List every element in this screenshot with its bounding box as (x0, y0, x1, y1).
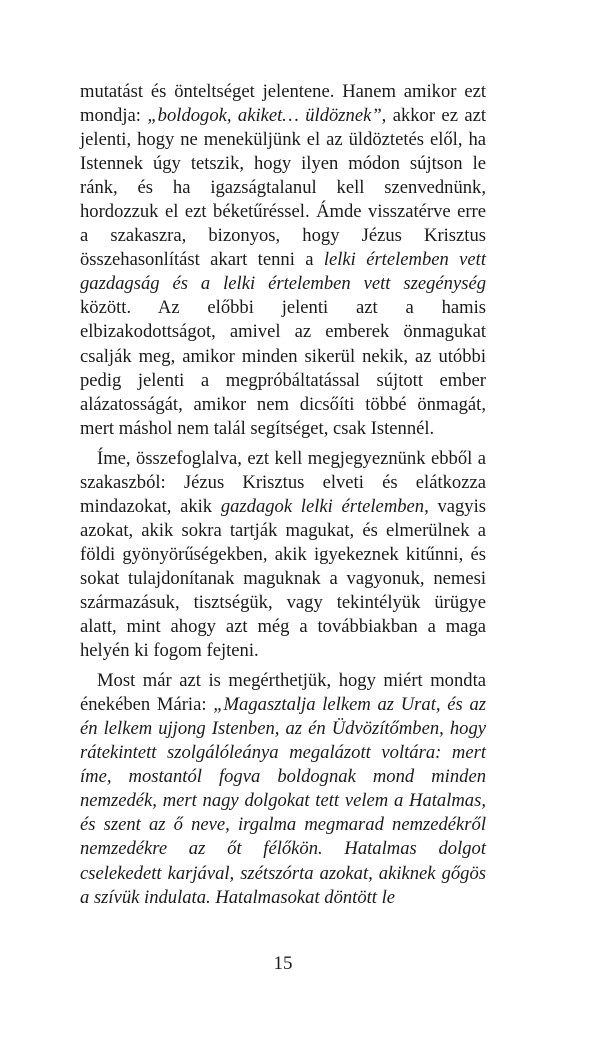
paragraph-1 (80, 80, 486, 441)
text-run: Íme, összefoglalva, ezt kell megjegyeznünk ebből a szakaszból: Jézus Krisztus elveti és elátkozza mindazokat, akik (80, 447, 486, 517)
paragraph-3 (80, 669, 486, 909)
body-text (80, 80, 486, 916)
italic-run: lelki értelemben vett gazdagság és a lelki értelemben vett szegénység (80, 249, 486, 295)
text-run: között. Az előbbi jelenti azt a hamis elbizakodottságot, amivel az emberek önmagukat csalják meg, amikor minden sikerül nekik, az utóbbi pedig jelenti a megpróbáltatással sújtott ember alázatosságát, amikor nem dicsőíti többé önmagát, mert máshol nem talál segítséget, csak Istennél. (80, 297, 486, 439)
text-run: , akkor ez azt jelenti, hogy ne meneküljünk el az üldöztetés elől, ha Istennek úgy tetszik, hogy ilyen módon sújtson le ránk, és ha igazságtalanul kell szenvednünk, hordozzuk el ezt béketűréssel. Ámde visszatérve erre a szakaszra, bizonyos, hogy Jézus Krisztus összehasonlítást akart tenni a (80, 105, 487, 271)
paragraph-2 (80, 447, 486, 663)
page-number: 15 (273, 953, 293, 974)
italic-run: gazdagok lelki értelemben, (220, 495, 429, 517)
text-run: vagyis azokat, akik sokra tartják magukat, és elmerülnek a földi gyönyörűségekben, akik igyekeznek kitűnni, és sokat tulajdonítanak maguknak a vagyonuk, nemesi származásuk, tisztségük, vagy tekintélyük ürügye alatt, mint ahogy azt még a továbbiakban a maga helyén ki fogom fejteni. (80, 495, 486, 662)
italic-run: „Magasztalja lelkem az Urat, és az én lelkem ujjong Istenben, az én Üdvözítőmben, hogy rátekintett szolgálóleánya megalázott voltára: mert íme, mostantól fogva boldognak mond minden nemzedék, mert nagy dolgokat tett velem a Hatalmas, és szent az ő neve, irgalma megmarad nemzedékről nemzedékre az őt félőkön. Hatalmas dolgot cselekedett karjával, szétszórta azokat, akiknek gőgös a szívük indulata. Hatalmasokat döntött le (80, 694, 486, 908)
italic-run: „boldogok, akiket… üldöznek” (147, 105, 382, 127)
text-run: mutatást és önteltséget jelentene. Hanem amikor ezt mondja: (80, 81, 486, 127)
text-run: Most már azt is megérthetjük, hogy miért mondta énekében Mária: (80, 670, 486, 716)
